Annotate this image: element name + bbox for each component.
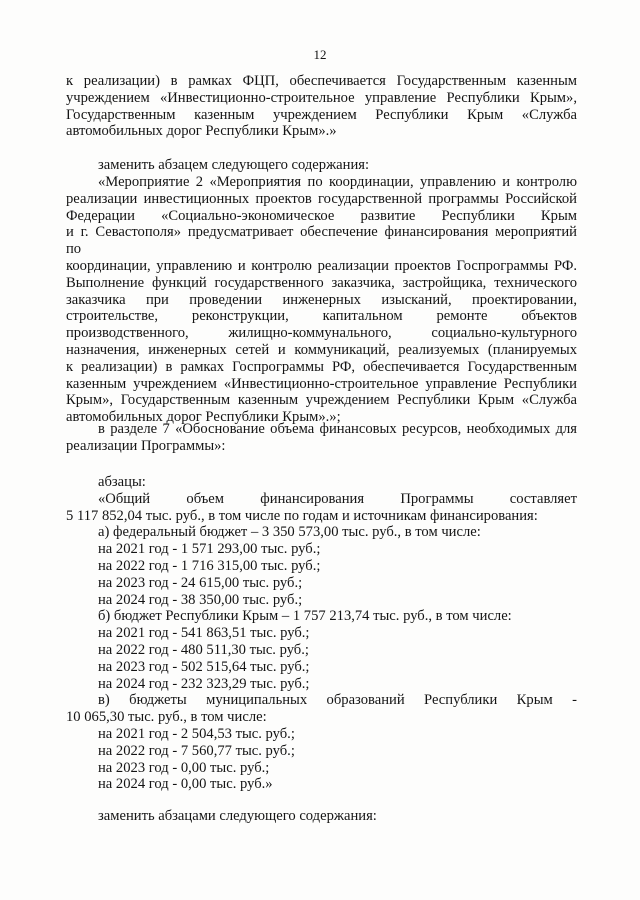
text-line: Крым», Государственным казенным учреждением Республики Крым «Служба	[66, 392, 577, 409]
paragraph-previous-text	[66, 73, 577, 140]
text-line: в разделе 7 «Обоснование объема финансовых ресурсов, необходимых для	[98, 421, 577, 437]
crimea-budget-header: б) бюджет Республики Крым – 1 757 213,74 тыс. руб., в том числе:	[98, 608, 512, 625]
text-line: автомобильных дорог Республики Крым».»	[66, 123, 337, 140]
abzacy-label: абзацы:	[98, 474, 146, 490]
text-line: заменить абзацем следующего содержания:	[98, 157, 370, 173]
crimea-year-2021: на 2021 год - 541 863,51 тыс. руб.;	[98, 625, 310, 642]
text-line: реализации Программы»:	[66, 437, 226, 454]
text-line: координации, управлению и контролю реализации проектов Госпрограммы РФ.	[66, 257, 577, 274]
instruction-replace-paragraphs	[66, 808, 577, 825]
federal-year-2021: на 2021 год - 1 571 293,00 тыс. руб.;	[98, 541, 321, 558]
crimea-year-2024: на 2024 год - 232 323,29 тыс. руб.;	[98, 675, 310, 692]
crimea-year-2023: на 2023 год - 502 515,64 тыс. руб.;	[98, 658, 310, 675]
page-number: 12	[313, 47, 327, 62]
paragraph-new-text	[66, 174, 577, 426]
text-line: 5 117 852,04 тыс. руб., в том числе по годам и источникам финансирования:	[66, 507, 538, 524]
text-line: и г. Севастополя» предусматривает обеспечение финансирования мероприятий по	[66, 224, 577, 258]
text-line: Федерации «Социально-экономическое развитие Республики Крым	[66, 207, 577, 224]
text-line: казенным учреждением «Инвестиционно-строительное управление Республики	[66, 375, 577, 392]
text-line: «Общий объем финансирования Программы составляет	[98, 490, 577, 507]
federal-budget-header: а) федеральный бюджет – 3 350 573,00 тыс. руб., в том числе:	[98, 524, 481, 541]
federal-year-2022: на 2022 год - 1 716 315,00 тыс. руб.;	[98, 557, 321, 574]
municipal-year-2024: на 2024 год - 0,00 тыс. руб.»	[98, 776, 273, 793]
municipal-budget-total: 10 065,30 тыс. руб., в том числе:	[66, 709, 267, 726]
municipal-year-2023: на 2023 год - 0,00 тыс. руб.;	[98, 759, 270, 776]
text-line: строительстве, реконструкции, капитальном ремонте объектов	[66, 308, 577, 325]
text-line: к реализации) в рамках Госпрограммы РФ, обеспечивается Государственным	[66, 358, 577, 375]
financing-paragraphs	[66, 474, 577, 793]
text-line: реализации инвестиционных проектов государственной программы Российской	[66, 190, 577, 207]
instruction-replace-paragraph	[66, 157, 577, 174]
text-line: заказчика при проведении инженерных изысканий, проектировании,	[66, 291, 577, 308]
text-line: назначения, инженерных сетей и коммуникаций, реализуемых (планируемых	[66, 341, 577, 358]
text-line: Выполнение функций государственного заказчика, застройщика, технического	[66, 274, 577, 291]
text-line: «Мероприятие 2 «Мероприятия по координации, управлению и контролю	[98, 174, 577, 190]
municipal-year-2021: на 2021 год - 2 504,53 тыс. руб.;	[98, 725, 295, 742]
text-line: учреждением «Инвестиционно-строительное управление Республики Крым»,	[66, 89, 577, 106]
crimea-year-2022: на 2022 год - 480 511,30 тыс. руб.;	[98, 641, 309, 658]
text-line: автомобильных дорог Республики Крым».»;	[66, 409, 341, 426]
section-intro	[66, 421, 577, 455]
text-line: Государственным казенным учреждением Республики Крым «Служба	[66, 106, 577, 123]
municipal-year-2022: на 2022 год - 7 560,77 тыс. руб.;	[98, 742, 295, 759]
federal-year-2023: на 2023 год - 24 615,00 тыс. руб.;	[98, 574, 303, 591]
federal-year-2024: на 2024 год - 38 350,00 тыс. руб.;	[98, 591, 303, 608]
text-line: производственного, жилищно-коммунального, социально-культурного	[66, 325, 577, 342]
text-line: заменить абзацами следующего содержания:	[98, 808, 377, 824]
municipal-budget-header: в) бюджеты муниципальных образований Республики Крым -	[98, 692, 577, 709]
text-line: к реализации) в рамках ФЦП, обеспечивается Государственным казенным	[66, 73, 577, 89]
